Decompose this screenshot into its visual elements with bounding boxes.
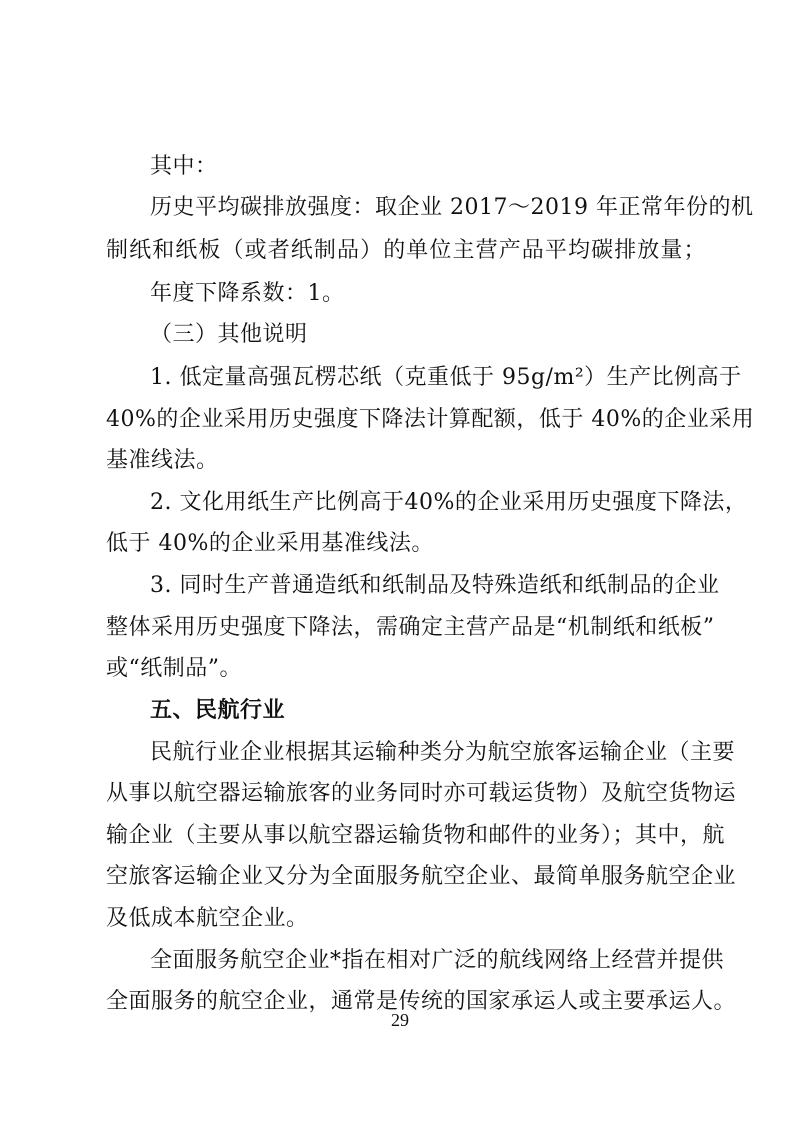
section-heading: 五、民航行业 <box>150 698 286 723</box>
paragraph-line: 低于 40%的企业采用基准线法。 <box>106 531 434 556</box>
page-number: 29 <box>391 1010 409 1030</box>
paragraph-line: 1. 低定量高强瓦楞芯纸（克重低于 95g/m²）生产比例高于 <box>150 365 742 390</box>
paragraph-line: 历史平均碳排放强度：取企业 2017～2019 年正常年份的机 <box>150 195 754 220</box>
paragraph-line: 基准线法。 <box>106 448 219 473</box>
paragraph-line: 制纸和纸板（或者纸制品）的单位主营产品平均碳排放量； <box>106 238 706 263</box>
paragraph-line: 或“纸制品”。 <box>106 656 242 681</box>
paragraph-line: 年度下降系数：1。 <box>150 281 345 306</box>
paragraph-line: 3. 同时生产普通造纸和纸制品及特殊造纸和纸制品的企业 <box>150 573 720 598</box>
paragraph-line: 输企业（主要从事以航空器运输货物和邮件的业务）；其中，航 <box>106 823 726 848</box>
paragraph-line: 全面服务航空企业*指在相对广泛的航线网络上经营并提供 <box>150 948 725 973</box>
paragraph-line: 民航行业企业根据其运输种类分为航空旅客运输企业（主要 <box>150 740 736 765</box>
paragraph-line: 从事以航空器运输旅客的业务同时亦可载运货物）及航空货物运 <box>106 781 737 806</box>
paragraph-line: 全面服务的航空企业，通常是传统的国家承运人或主要承运人。 <box>106 989 737 1014</box>
paragraph-line: 空旅客运输企业又分为全面服务航空企业、最简单服务航空企业 <box>106 864 737 889</box>
paragraph-line: 整体采用历史强度下降法，需确定主营产品是“机制纸和纸板” <box>106 615 715 640</box>
paragraph-line: 及低成本航空企业。 <box>106 906 309 931</box>
paragraph-line: 40%的企业采用历史强度下降法计算配额，低于 40%的企业采用 <box>106 407 755 432</box>
paragraph-line: 其中： <box>150 154 218 179</box>
paragraph-line: 2. 文化用纸生产比例高于40%的企业采用历史强度下降法， <box>150 490 748 515</box>
subsection-heading: （三）其他说明 <box>150 322 308 347</box>
